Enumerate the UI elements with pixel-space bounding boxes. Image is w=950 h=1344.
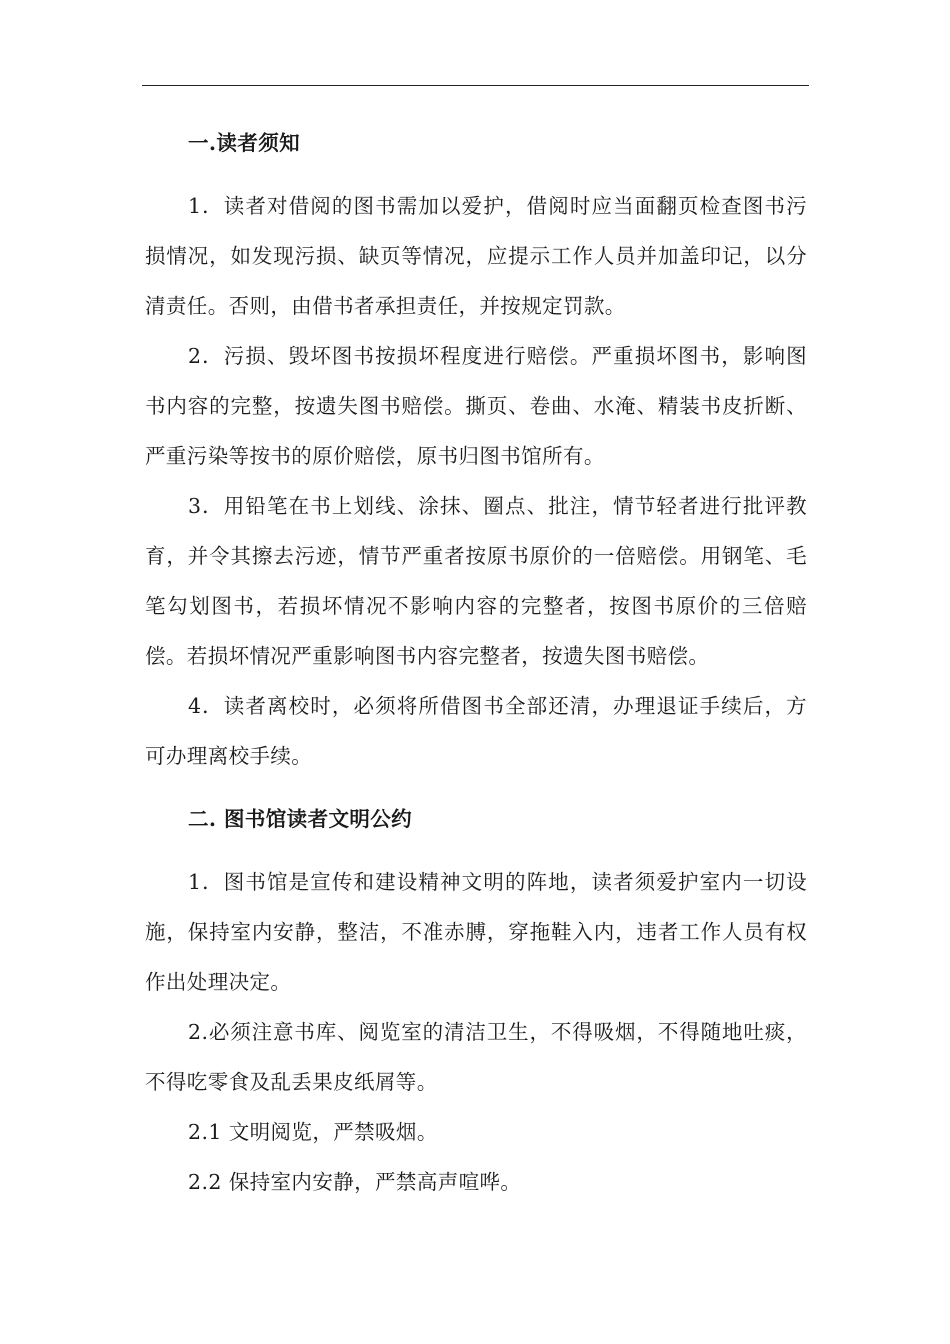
header-rule <box>142 85 809 86</box>
notice-item-4: 4．读者离校时，必须将所借图书全部还清，办理退证手续后，方可办理离校手续。 <box>145 694 807 768</box>
notice-item-1: 1．读者对借阅的图书需加以爱护，借阅时应当面翻页检查图书污损情况，如发现污损、缺页等情况，应提示工作人员并加盖印记，以分清责任。否则，由借书者承担责任，并按规定罚款。 <box>145 194 807 318</box>
pact-item-2-2: 2.2 保持室内安静，严禁高声喧哗。 <box>188 1170 522 1194</box>
notice-item-3: 3．用铅笔在书上划线、涂抹、圈点、批注，情节轻者进行批评教育，并令其擦去污迹，情节严重者按原书原价的一倍赔偿。用钢笔、毛笔勾划图书，若损坏情况不影响内容的完整者，按图书原价的三倍赔偿。若损坏情况严重影响图书内容完整者，按遗失图书赔偿。 <box>145 494 807 668</box>
section-heading-civility-pact: 二. 图书馆读者文明公约 <box>188 807 413 831</box>
section-heading-reader-notice: 一.读者须知 <box>188 131 301 155</box>
document-body <box>145 118 807 1207</box>
pact-item-2-1: 2.1 文明阅览，严禁吸烟。 <box>188 1120 438 1144</box>
pact-item-1: 1．图书馆是宣传和建设精神文明的阵地，读者须爱护室内一切设施，保持室内安静，整洁，不准赤膊，穿拖鞋入内，违者工作人员有权作出处理决定。 <box>145 870 807 994</box>
pact-item-2: 2.必须注意书库、阅览室的清洁卫生，不得吸烟，不得随地吐痰，不得吃零食及乱丢果皮纸屑等。 <box>145 1020 807 1094</box>
notice-item-2: 2．污损、毁坏图书按损坏程度进行赔偿。严重损坏图书，影响图书内容的完整，按遗失图书赔偿。撕页、卷曲、水淹、精装书皮折断、严重污染等按书的原价赔偿，原书归图书馆所有。 <box>145 344 807 468</box>
